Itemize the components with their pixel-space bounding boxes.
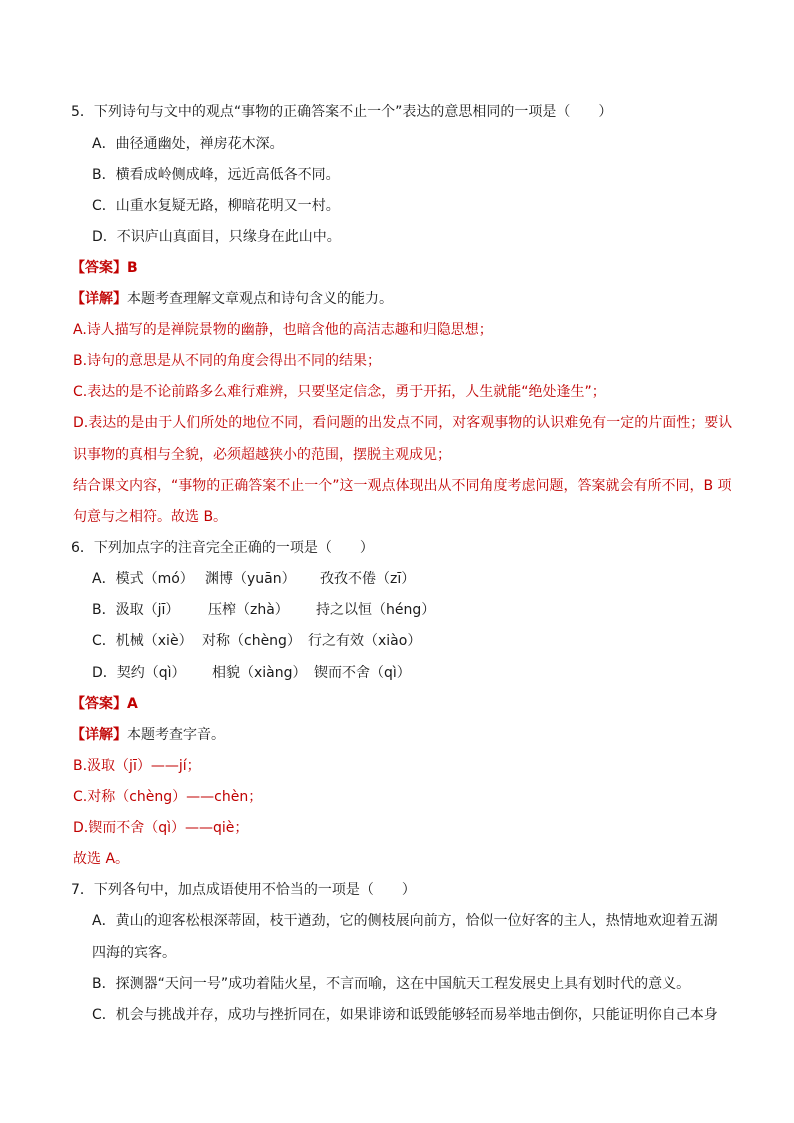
- question-5-stem: 5．下列诗句与文中的观点“事物的正确答案不止一个”表达的意思相同的一项是（ ）: [71, 104, 613, 120]
- question-5-analysis-line: B.诗句的意思是从不同的角度会得出不同的结果；: [73, 353, 382, 369]
- question-6-option-d-item-2: 相貌（xiàng）: [212, 665, 307, 681]
- question-6-analysis-line: B.汲取（jī）——jí；: [73, 758, 201, 774]
- question-6-option-b-item-1: B．汲取（jī）: [92, 602, 180, 618]
- question-5-option-c: C．山重水复疑无路，柳暗花明又一村。: [92, 198, 340, 214]
- question-6-option-b-item-3: 持之以恒（héng）: [316, 602, 436, 618]
- question-6-option-a-item-1: A．模式（mó）: [92, 571, 194, 587]
- answer-value: A: [127, 696, 138, 712]
- question-5-option-a: A．曲径通幽处，禅房花木深。: [92, 136, 284, 152]
- question-6-analysis-line: D.锲而不舍（qì）——qiè；: [73, 820, 249, 836]
- question-5-option-d: D．不识庐山真面目，只缘身在此山中。: [92, 229, 341, 245]
- question-7-option-c: C．机会与挑战并存，成功与挫折同在，如果诽谤和诋毁能够轻而易举地击倒你，只能证明你自己本身: [92, 1007, 718, 1023]
- question-6-analysis-intro: [71, 725, 225, 745]
- question-6-option-d-item-1: D．契约（qì）: [92, 665, 186, 681]
- question-5-analysis-line: C.表达的是不论前路多么难行难辨，只要坚定信念，勇于开拓，人生就能“绝处逢生”；: [73, 384, 606, 400]
- analysis-intro-text: 本题考查理解文章观点和诗句含义的能力。: [127, 291, 393, 307]
- analysis-intro-text: 本题考查字音。: [127, 727, 225, 743]
- question-6-option-d-item-3: 锲而不舍（qì）: [314, 665, 411, 681]
- question-6-answer: [71, 694, 138, 714]
- question-6-option-c-item-3: 行之有效（xiào）: [308, 633, 422, 649]
- question-5-analysis-intro: [71, 289, 393, 309]
- answer-label: 【答案】: [71, 696, 127, 712]
- question-6-analysis-line: 故选 A。: [73, 851, 130, 867]
- question-5-analysis-line: 句意与之相符。故选 B。: [73, 509, 228, 525]
- answer-value: B: [127, 260, 138, 276]
- analysis-label: 【详解】: [71, 291, 127, 307]
- question-6-analysis-line: C.对称（chèng）——chèn；: [73, 789, 263, 805]
- analysis-label: 【详解】: [71, 727, 127, 743]
- question-6-option-c-item-1: C．机械（xiè）: [92, 633, 193, 649]
- question-5-option-b: B．横看成岭侧成峰，远近高低各不同。: [92, 167, 340, 183]
- question-5-analysis-line: D.表达的是由于人们所处的地位不同，看问题的出发点不同，对客观事物的认识难免有一定的片面性；要认: [73, 415, 733, 431]
- question-6-option-c-item-2: 对称（chèng）: [202, 633, 301, 649]
- question-7-stem: 7．下列各句中，加点成语使用不恰当的一项是（ ）: [71, 882, 416, 898]
- question-6-option-b-item-2: 压榨（zhà）: [208, 602, 289, 618]
- question-6-option-a-item-2: 渊博（yuān）: [205, 571, 296, 587]
- question-5-answer: [71, 258, 138, 278]
- question-6-stem: 6．下列加点字的注音完全正确的一项是（ ）: [71, 540, 374, 556]
- question-5-analysis-line: 结合课文内容，“事物的正确答案不止一个”这一观点体现出从不同角度考虑问题，答案就会有所不同，B 项: [73, 478, 732, 494]
- question-6-option-a-item-3: 孜孜不倦（zī）: [320, 571, 416, 587]
- question-5-analysis-line: A.诗人描写的是禅院景物的幽静，也暗含他的高洁志趣和归隐思想；: [73, 322, 493, 338]
- question-7-option-b: B．探测器“天问一号”成功着陆火星，不言而喻，这在中国航天工程发展史上具有划时代的意义。: [92, 976, 691, 992]
- question-7-option-a-continued: 四海的宾客。: [92, 945, 176, 961]
- question-7-option-a: A．黄山的迎客松根深蒂固，枝干遒劲，它的侧枝展向前方，恰似一位好客的主人，热情地欢迎着五湖: [92, 913, 718, 929]
- answer-label: 【答案】: [71, 260, 127, 276]
- question-5-analysis-line: 识事物的真相与全貌，必须超越狭小的范围，摆脱主观成见；: [73, 447, 451, 463]
